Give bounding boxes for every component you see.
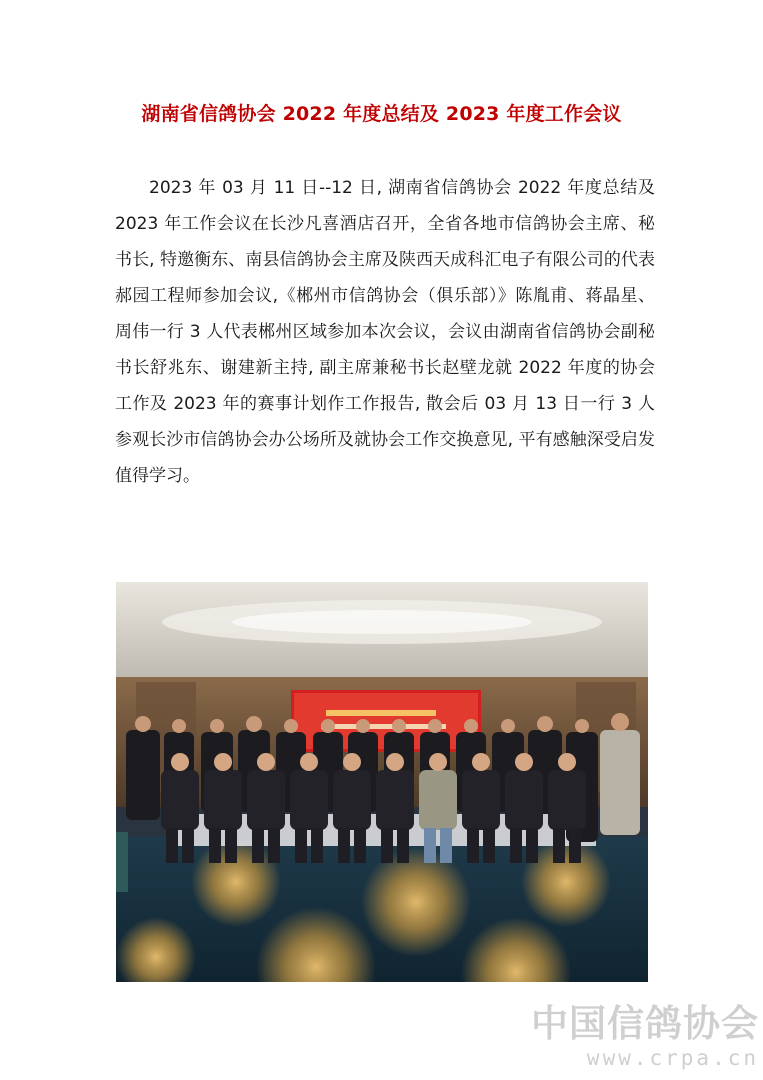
watermark-name: 中国信鸽协会 <box>531 1002 759 1045</box>
group-photo <box>116 582 648 982</box>
watermark-url: www.crpa.cn <box>586 1046 759 1070</box>
document-title: 湖南省信鸽协会 2022 年度总结及 2023 年度工作会议 <box>141 103 622 125</box>
group-photo-image <box>116 582 648 982</box>
watermark <box>531 1003 759 1071</box>
document-paragraph: 2023 年 03 月 11 日--12 日, 湖南省信鸽协会 2022 年度总结及 2023 年工作会议在长沙凡喜酒店召开，全省各地市信鸽协会主席、秘书长, 特邀衡东、南县信鸽协会主席及陕西天成科汇电子有限公司的代表郝园工程师参加会议,《郴州市信鸽协会（俱乐部）》陈胤甫、蒋晶星、周伟一行 3 人代表郴州区域参加本次会议，会议由湖南省信鸽协会副秘书长舒兆东、谢建新主持, 副主席兼秘书长赵壁龙就 2022 年度的协会工作及 2023 年的赛事计划作工作报告, 散会后 03 月 13 日一行 3 人参观长沙市信鸽协会办公场所及就协会工作交换意见, 平有感触深受启发值得学习。 <box>115 178 655 486</box>
